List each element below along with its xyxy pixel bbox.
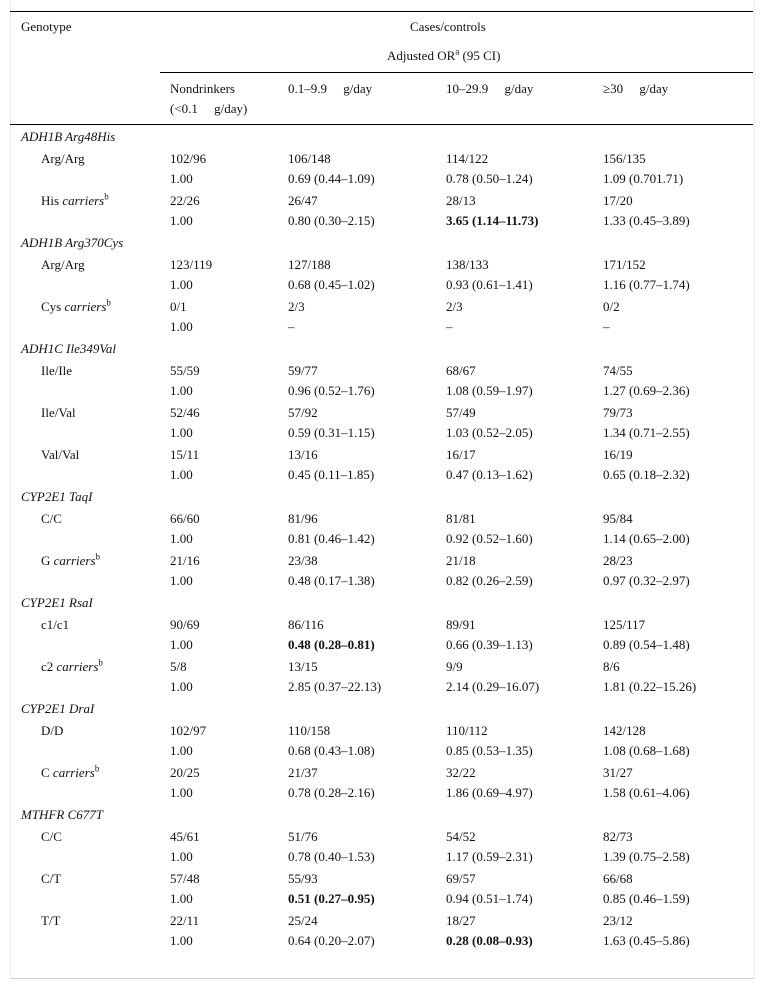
group-title: CYP2E1 TaqI bbox=[21, 489, 93, 504]
case-control-count: 16/19 bbox=[603, 447, 633, 462]
case-control-count: 57/49 bbox=[446, 405, 476, 420]
case-control-count: 20/25 bbox=[170, 765, 200, 780]
row-label: His carriers$^b$ bbox=[41, 191, 109, 208]
odds-ratio: 0.48 (0.28–0.81) bbox=[288, 637, 375, 652]
odds-ratio: 1.27 (0.69–2.36) bbox=[603, 383, 690, 398]
odds-ratio: 0.28 (0.08–0.93) bbox=[446, 933, 533, 948]
case-control-count: 81/81 bbox=[446, 511, 476, 526]
odds-ratio: 1.03 (0.52–2.05) bbox=[446, 425, 533, 440]
odds-ratio: 1.33 (0.45–3.89) bbox=[603, 213, 690, 228]
adjusted-or-header: Adjusted $OR^a$ (95 CI) bbox=[387, 46, 501, 63]
case-control-count: 106/148 bbox=[288, 151, 331, 166]
odds-ratio: 0.92 (0.52–1.60) bbox=[446, 531, 533, 546]
odds-ratio: 0.96 (0.52–1.76) bbox=[288, 383, 375, 398]
case-control-count: 28/23 bbox=[603, 553, 633, 568]
odds-ratio: 0.85 (0.53–1.35) bbox=[446, 743, 533, 758]
odds-ratio: 0.93 (0.61–1.41) bbox=[446, 277, 533, 292]
case-control-count: 127/188 bbox=[288, 257, 331, 272]
case-control-count: 25/24 bbox=[288, 913, 318, 928]
odds-ratio: 1.00 bbox=[170, 425, 193, 440]
case-control-count: 156/135 bbox=[603, 151, 646, 166]
case-control-count: 28/13 bbox=[446, 193, 476, 208]
odds-ratio: 1.39 (0.75–2.58) bbox=[603, 849, 690, 864]
group-title: ADH1C Ile349Val bbox=[21, 341, 116, 356]
case-control-count: 22/11 bbox=[170, 913, 200, 928]
row-label: G carriers$^b$ bbox=[41, 551, 101, 568]
odds-ratio: 0.66 (0.39–1.13) bbox=[446, 637, 533, 652]
case-control-count: 23/12 bbox=[603, 913, 633, 928]
case-control-count: 52/46 bbox=[170, 405, 200, 420]
odds-ratio: 1.09 (0.701.71) bbox=[603, 171, 684, 186]
odds-ratio: 0.45 (0.11–1.85) bbox=[288, 467, 375, 482]
case-control-count: 13/15 bbox=[288, 659, 318, 674]
case-control-count: 0/1 bbox=[170, 299, 187, 314]
case-control-count: 21/37 bbox=[288, 765, 318, 780]
case-control-count: 23/38 bbox=[288, 553, 318, 568]
odds-ratio: 2.14 (0.29–16.07) bbox=[446, 679, 540, 694]
row-label: C carriers$^b$ bbox=[41, 763, 100, 780]
odds-ratio: 1.08 (0.68–1.68) bbox=[603, 743, 690, 758]
case-control-count: 69/57 bbox=[446, 871, 476, 886]
odds-ratio: 1.08 (0.59–1.97) bbox=[446, 383, 533, 398]
case-control-count: 110/158 bbox=[288, 723, 331, 738]
odds-ratio: 1.00 bbox=[170, 319, 193, 334]
odds-ratio: 0.69 (0.44–1.09) bbox=[288, 171, 375, 186]
case-control-count: 95/84 bbox=[603, 511, 633, 526]
group-title: CYP2E1 RsaI bbox=[21, 595, 93, 610]
odds-ratio: 0.78 (0.28–2.16) bbox=[288, 785, 375, 800]
case-control-count: 123/119 bbox=[170, 257, 213, 272]
odds-ratio: 1.00 bbox=[170, 637, 193, 652]
case-control-count: 90/69 bbox=[170, 617, 200, 632]
row-label: T/T bbox=[41, 913, 61, 928]
odds-ratio: 1.00 bbox=[170, 383, 193, 398]
odds-ratio: 0.82 (0.26–2.59) bbox=[446, 573, 533, 588]
col-nondrinkers-header: Nondrinkers bbox=[170, 81, 235, 96]
odds-ratio: 1.86 (0.69–4.97) bbox=[446, 785, 533, 800]
case-control-count: 66/68 bbox=[603, 871, 633, 886]
odds-ratio: 1.00 bbox=[170, 171, 193, 186]
odds-ratio: 1.00 bbox=[170, 531, 193, 546]
group-title: MTHFR C677T bbox=[21, 807, 103, 822]
odds-ratio: 0.89 (0.54–1.48) bbox=[603, 637, 690, 652]
odds-ratio: 0.94 (0.51–1.74) bbox=[446, 891, 533, 906]
odds-ratio: – bbox=[288, 319, 295, 334]
case-control-count: 26/47 bbox=[288, 193, 318, 208]
row-label: c1/c1 bbox=[41, 617, 70, 632]
odds-ratio: 0.51 (0.27–0.95) bbox=[288, 891, 375, 906]
row-label: C/C bbox=[41, 829, 62, 844]
case-control-count: 2/3 bbox=[446, 299, 463, 314]
odds-ratio: 0.59 (0.31–1.15) bbox=[288, 425, 375, 440]
case-control-count: 31/27 bbox=[603, 765, 633, 780]
odds-ratio: 1.00 bbox=[170, 743, 193, 758]
odds-ratio: 1.00 bbox=[170, 679, 193, 694]
row-label: C/T bbox=[41, 871, 62, 886]
col-high-intake-header: ≥30 g/day bbox=[603, 81, 669, 96]
odds-ratio: – bbox=[603, 319, 610, 334]
case-control-count: 74/55 bbox=[603, 363, 633, 378]
case-control-count: 142/128 bbox=[603, 723, 646, 738]
case-control-count: 8/6 bbox=[603, 659, 620, 674]
odds-ratio: 0.78 (0.40–1.53) bbox=[288, 849, 375, 864]
odds-ratio: 1.14 (0.65–2.00) bbox=[603, 531, 690, 546]
odds-ratio: 0.97 (0.32–2.97) bbox=[603, 573, 690, 588]
odds-ratio: 0.47 (0.13–1.62) bbox=[446, 467, 533, 482]
case-control-count: 81/96 bbox=[288, 511, 318, 526]
odds-ratio: 1.63 (0.45–5.86) bbox=[603, 933, 690, 948]
odds-ratio: 3.65 (1.14–11.73) bbox=[446, 213, 539, 228]
subheader-rule bbox=[160, 72, 753, 73]
odds-ratio: 1.00 bbox=[170, 891, 193, 906]
row-label: Ile/Ile bbox=[41, 363, 73, 378]
odds-ratio: 0.80 (0.30–2.15) bbox=[288, 213, 375, 228]
case-control-count: 2/3 bbox=[288, 299, 305, 314]
odds-ratio: 0.48 (0.17–1.38) bbox=[288, 573, 375, 588]
odds-ratio: 0.65 (0.18–2.32) bbox=[603, 467, 690, 482]
top-rule bbox=[10, 11, 753, 12]
case-control-count: 171/152 bbox=[603, 257, 646, 272]
row-label: D/D bbox=[41, 723, 64, 738]
header-bottom-rule bbox=[10, 124, 753, 125]
odds-ratio: 0.68 (0.45–1.02) bbox=[288, 277, 375, 292]
case-control-count: 89/91 bbox=[446, 617, 476, 632]
case-control-count: 16/17 bbox=[446, 447, 476, 462]
odds-ratio: 1.58 (0.61–4.06) bbox=[603, 785, 690, 800]
case-control-count: 18/27 bbox=[446, 913, 476, 928]
odds-ratio: 1.00 bbox=[170, 213, 193, 228]
odds-ratio: 1.81 (0.22–15.26) bbox=[603, 679, 697, 694]
group-title: ADH1B Arg370Cys bbox=[21, 235, 124, 250]
case-control-count: 17/20 bbox=[603, 193, 633, 208]
case-control-count: 66/60 bbox=[170, 511, 200, 526]
case-control-count: 13/16 bbox=[288, 447, 318, 462]
case-control-count: 68/67 bbox=[446, 363, 476, 378]
case-control-count: 125/117 bbox=[603, 617, 646, 632]
odds-ratio: 2.85 (0.37–22.13) bbox=[288, 679, 382, 694]
col-medium-intake-header: 10–29.9 g/day bbox=[446, 81, 534, 96]
case-control-count: 114/122 bbox=[446, 151, 489, 166]
case-control-count: 5/8 bbox=[170, 659, 187, 674]
case-control-count: 0/2 bbox=[603, 299, 620, 314]
case-control-count: 15/11 bbox=[170, 447, 200, 462]
odds-ratio: 1.00 bbox=[170, 933, 193, 948]
case-control-count: 55/93 bbox=[288, 871, 318, 886]
case-control-count: 138/133 bbox=[446, 257, 489, 272]
odds-ratio: 1.00 bbox=[170, 785, 193, 800]
odds-ratio: 1.00 bbox=[170, 467, 193, 482]
case-control-count: 102/97 bbox=[170, 723, 207, 738]
case-control-count: 102/96 bbox=[170, 151, 207, 166]
case-control-count: 57/48 bbox=[170, 871, 200, 886]
case-control-count: 21/16 bbox=[170, 553, 200, 568]
case-control-count: 45/61 bbox=[170, 829, 200, 844]
odds-ratio: 1.00 bbox=[170, 849, 193, 864]
case-control-count: 9/9 bbox=[446, 659, 463, 674]
odds-ratio: 1.16 (0.77–1.74) bbox=[603, 277, 690, 292]
table-frame bbox=[10, 0, 755, 979]
col-low-intake-header: 0.1–9.9 g/day bbox=[288, 81, 373, 96]
case-control-count: 54/52 bbox=[446, 829, 476, 844]
case-control-count: 86/116 bbox=[288, 617, 324, 632]
case-control-count: 51/76 bbox=[288, 829, 318, 844]
row-label: Arg/Arg bbox=[41, 257, 85, 272]
odds-ratio: 1.34 (0.71–2.55) bbox=[603, 425, 690, 440]
odds-ratio: 1.17 (0.59–2.31) bbox=[446, 849, 533, 864]
col-nondrinkers-sub-header: (<0.1 g/day) bbox=[170, 101, 248, 116]
case-control-count: 32/22 bbox=[446, 765, 476, 780]
case-control-count: 22/26 bbox=[170, 193, 200, 208]
cases-controls-header: Cases/controls bbox=[410, 19, 486, 34]
odds-ratio: 0.68 (0.43–1.08) bbox=[288, 743, 375, 758]
row-label: C/C bbox=[41, 511, 62, 526]
odds-ratio: 1.00 bbox=[170, 277, 193, 292]
case-control-count: 21/18 bbox=[446, 553, 476, 568]
row-label: c2 carriers$^b$ bbox=[41, 657, 103, 674]
odds-ratio: 0.81 (0.46–1.42) bbox=[288, 531, 375, 546]
odds-ratio: 0.85 (0.46–1.59) bbox=[603, 891, 690, 906]
case-control-count: 82/73 bbox=[603, 829, 633, 844]
row-label: Cys carriers$^b$ bbox=[41, 297, 111, 314]
odds-ratio: 1.00 bbox=[170, 573, 193, 588]
case-control-count: 57/92 bbox=[288, 405, 318, 420]
case-control-count: 59/77 bbox=[288, 363, 318, 378]
case-control-count: 110/112 bbox=[446, 723, 488, 738]
odds-ratio: 0.64 (0.20–2.07) bbox=[288, 933, 375, 948]
group-title: ADH1B Arg48His bbox=[21, 129, 116, 144]
case-control-count: 79/73 bbox=[603, 405, 633, 420]
group-title: CYP2E1 DraI bbox=[21, 701, 95, 716]
case-control-count: 55/59 bbox=[170, 363, 200, 378]
odds-ratio: 0.78 (0.50–1.24) bbox=[446, 171, 533, 186]
row-label: Ile/Val bbox=[41, 405, 76, 420]
row-label: Val/Val bbox=[41, 447, 80, 462]
genotype-header: Genotype bbox=[21, 19, 72, 34]
odds-ratio: – bbox=[446, 319, 453, 334]
row-label: Arg/Arg bbox=[41, 151, 85, 166]
